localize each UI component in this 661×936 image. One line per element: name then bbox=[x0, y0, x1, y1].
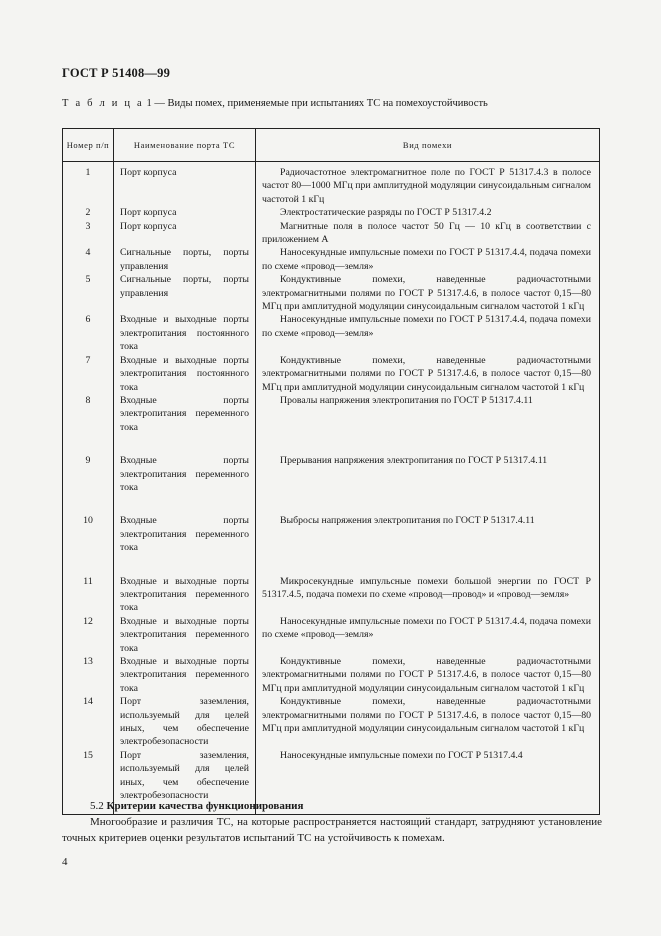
row-number: 15 bbox=[63, 749, 114, 815]
row-interference-cell bbox=[256, 434, 600, 494]
interference-types-table bbox=[62, 128, 600, 815]
row-interference-cell bbox=[256, 220, 600, 247]
table-row bbox=[63, 273, 600, 313]
table-row bbox=[63, 313, 600, 353]
row-port-cell bbox=[114, 494, 256, 554]
section-heading bbox=[62, 798, 602, 814]
row-port-cell bbox=[114, 162, 256, 207]
row-port-name: Входные порты электропитания переменного тока bbox=[120, 515, 249, 554]
row-number: 2 bbox=[63, 206, 114, 219]
row-port-name: Входные и выходные порты электропитания переменного тока bbox=[120, 575, 249, 614]
row-port-name: Сигнальные порты, порты управления bbox=[120, 274, 249, 299]
row-port-cell bbox=[114, 206, 256, 219]
row-interference-text: Кондуктивные помехи, наведенные радиочастотными электромагнитными полями по ГОСТ Р 51317.4.6, в полосе частот 0,15—80 МГц при амплитудной модуляции синусоидальным сигналом частотой 1 кГц bbox=[262, 274, 591, 313]
row-port-cell bbox=[114, 313, 256, 353]
row-number: 4 bbox=[63, 246, 114, 273]
table-caption-text: 1 — Виды помех, применяемые при испытаниях ТС на помехоустойчивость bbox=[143, 98, 488, 109]
row-interference-cell bbox=[256, 695, 600, 749]
row-interference-text: Наносекундные импульсные помехи по ГОСТ Р 51317.4.4, подача помехи по схеме «провод—земля» bbox=[262, 314, 591, 339]
row-port-name: Входные и выходные порты электропитания постоянного тока bbox=[120, 354, 249, 393]
row-interference-text: Наносекундные импульсные помехи по ГОСТ Р 51317.4.4 bbox=[280, 749, 523, 761]
row-interference-cell bbox=[256, 246, 600, 273]
row-port-name: Порт заземления, используемый для целей иных, чем обеспечение электробезопасности bbox=[120, 749, 249, 802]
row-port-cell bbox=[114, 615, 256, 655]
row-interference-text: Провалы напряжения электропитания по ГОСТ Р 51317.4.11 bbox=[280, 394, 533, 406]
table-row bbox=[63, 494, 600, 554]
table-row bbox=[63, 434, 600, 494]
row-interference-cell bbox=[256, 494, 600, 554]
row-interference-cell bbox=[256, 162, 600, 207]
row-interference-cell bbox=[256, 394, 600, 434]
row-interference-cell bbox=[256, 313, 600, 353]
row-port-cell bbox=[114, 354, 256, 394]
row-port-name: Входные порты электропитания переменного тока bbox=[120, 455, 249, 493]
table-row bbox=[63, 615, 600, 655]
section-number: 5.2 bbox=[90, 800, 104, 812]
row-port-name: Сигнальные порты, порты управления bbox=[120, 247, 249, 272]
row-interference-text: Кондуктивные помехи, наведенные радиочастотными электромагнитными полями по ГОСТ Р 51317.4.6, в полосе частот 0,15—80 МГц при амплитудной модуляции синусоидальным сигналом частотой 1 кГц bbox=[262, 696, 591, 735]
row-interference-text: Магнитные поля в полосе частот 50 Гц — 10 кГц в соответствии с приложением А bbox=[262, 220, 591, 246]
row-interference-cell bbox=[256, 206, 600, 219]
row-interference-text: Кондуктивные помехи, наведенные радиочастотными электромагнитными полями по ГОСТ Р 51317.4.6, в полосе частот 0,15—80 МГц при амплитудной модуляции синусоидальным сигналом частотой 1 кГц bbox=[262, 656, 591, 694]
row-interference-text: Наносекундные импульсные помехи по ГОСТ Р 51317.4.4, подача помехи по схеме «провод—земля» bbox=[262, 247, 591, 272]
row-port-cell bbox=[114, 434, 256, 494]
column-header-port: Наименование порта ТС bbox=[114, 129, 256, 162]
row-port-cell bbox=[114, 394, 256, 434]
row-number: 11 bbox=[63, 555, 114, 615]
table-row bbox=[63, 695, 600, 749]
table-row bbox=[63, 555, 600, 615]
column-header-interference: Вид помехи bbox=[256, 129, 600, 162]
section-paragraph: Многообразие и различия ТС, на которые распространяется настоящий стандарт, затрудняют установление точных критериев оценки результатов испытаний ТС на устойчивость к помехам. bbox=[62, 816, 602, 844]
table-row bbox=[63, 220, 600, 247]
row-number: 14 bbox=[63, 695, 114, 749]
row-interference-cell bbox=[256, 354, 600, 394]
row-port-cell bbox=[114, 220, 256, 247]
row-port-name: Входные порты электропитания переменного тока bbox=[120, 394, 249, 433]
row-interference-text: Прерывания напряжения электропитания по ГОСТ Р 51317.4.11 bbox=[280, 455, 548, 467]
table-row bbox=[63, 354, 600, 394]
table-row bbox=[63, 394, 600, 434]
table-caption bbox=[62, 98, 488, 109]
table-row bbox=[63, 246, 600, 273]
table-caption-label: Т а б л и ц а bbox=[62, 98, 144, 109]
row-port-cell bbox=[114, 246, 256, 273]
row-port-cell bbox=[114, 273, 256, 313]
row-interference-text: Электростатические разряды по ГОСТ Р 51317.4.2 bbox=[280, 207, 492, 219]
row-number: 7 bbox=[63, 354, 114, 394]
row-port-name: Порт корпуса bbox=[120, 220, 177, 232]
row-port-name: Входные и выходные порты электропитания переменного тока bbox=[120, 615, 249, 654]
row-port-name: Порт заземления, используемый для целей иных, чем обеспечение электробезопасности bbox=[120, 696, 249, 748]
row-number: 5 bbox=[63, 273, 114, 313]
row-number: 1 bbox=[63, 162, 114, 207]
row-port-name: Порт корпуса bbox=[120, 167, 177, 178]
page-number: 4 bbox=[62, 856, 68, 868]
row-interference-text: Радиочастотное электромагнитное поле по ГОСТ Р 51317.4.3 в полосе частот 80—1000 МГц при амплитудной модуляции синусоидальным сигналом частотой 1 кГц bbox=[262, 167, 591, 205]
row-number: 3 bbox=[63, 220, 114, 247]
row-port-name: Порт корпуса bbox=[120, 207, 177, 219]
row-port-cell bbox=[114, 655, 256, 695]
row-interference-cell bbox=[256, 615, 600, 655]
column-header-number: Номер п/п bbox=[63, 129, 114, 162]
section-5-2 bbox=[62, 798, 602, 846]
table-row bbox=[63, 206, 600, 219]
row-number: 9 bbox=[63, 434, 114, 494]
table-body bbox=[63, 162, 600, 815]
table-row bbox=[63, 162, 600, 207]
row-interference-text: Выбросы напряжения электропитания по ГОСТ Р 51317.4.11 bbox=[280, 515, 535, 527]
row-number: 8 bbox=[63, 394, 114, 434]
section-title: Критерии качества функционирования bbox=[106, 800, 304, 812]
table-header-row bbox=[63, 129, 600, 162]
row-number: 6 bbox=[63, 313, 114, 353]
row-number: 13 bbox=[63, 655, 114, 695]
row-port-name: Входные и выходные порты электропитания постоянного тока bbox=[120, 314, 249, 353]
row-port-cell bbox=[114, 555, 256, 615]
document-header: ГОСТ Р 51408—99 bbox=[62, 66, 171, 80]
row-interference-text: Наносекундные импульсные помехи по ГОСТ Р 51317.4.4, подача помехи по схеме «провод—земля» bbox=[262, 615, 591, 641]
table-row bbox=[63, 655, 600, 695]
row-port-cell bbox=[114, 695, 256, 749]
row-number: 10 bbox=[63, 494, 114, 554]
row-interference-text: Микросекундные импульсные помехи большой энергии по ГОСТ Р 51317.4.5, подача помехи по схеме «провод—провод» и «провод—земля» bbox=[262, 575, 591, 600]
row-number: 12 bbox=[63, 615, 114, 655]
row-interference-cell bbox=[256, 655, 600, 695]
row-interference-text: Кондуктивные помехи, наведенные радиочастотными электромагнитными полями по ГОСТ Р 51317.4.6, в полосе частот 0,15—80 МГц при амплитудной модуляции синусоидальным сигналом частотой 1 кГц bbox=[262, 354, 591, 393]
row-port-name: Входные и выходные порты электропитания переменного тока bbox=[120, 656, 249, 694]
row-interference-cell bbox=[256, 273, 600, 313]
row-interference-cell bbox=[256, 555, 600, 615]
